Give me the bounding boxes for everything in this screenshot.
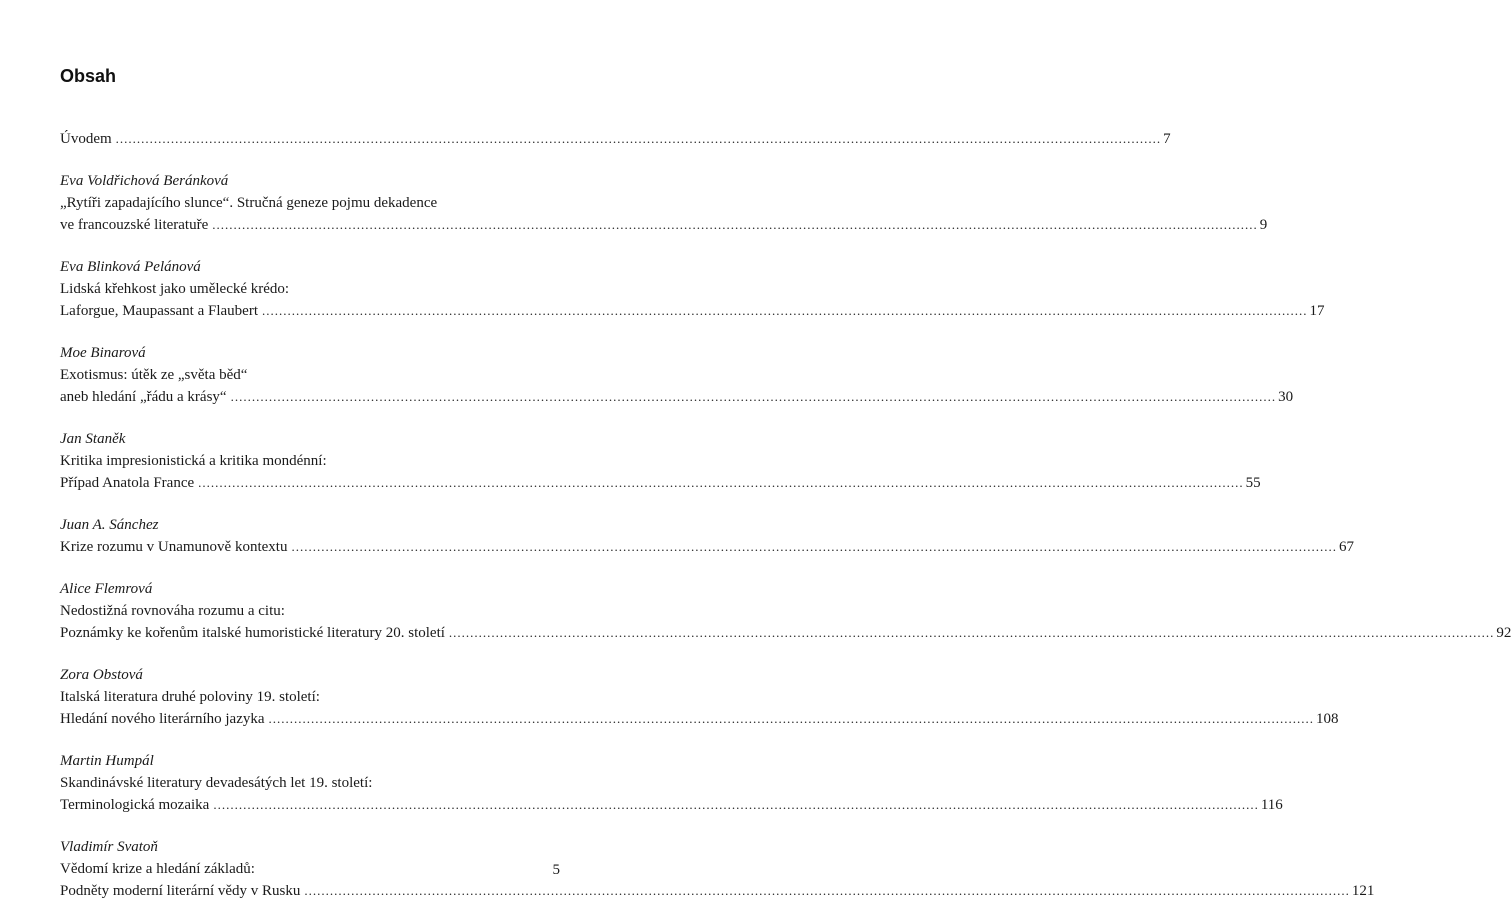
toc-entry-title: Úvodem — [60, 131, 112, 147]
toc-page-number: 17 — [1309, 303, 1325, 319]
toc-entry-author: Juan A. Sánchez — [60, 517, 159, 533]
dot-leader: ...................................................................................................................................................................................................................................................... — [230, 389, 1277, 404]
toc-entry-row[interactable] — [60, 794, 1283, 816]
toc-entry-title: Krize rozumu v Unamunově kontextu — [60, 539, 288, 555]
toc-entry-title: Případ Anatola France — [60, 475, 195, 491]
toc-page-number: 30 — [1278, 389, 1294, 405]
toc-entry-author: Zora Obstová — [60, 667, 143, 683]
dot-leader: ...................................................................................................................................................................................................................................................... — [304, 883, 1350, 898]
toc-entry-row[interactable] — [60, 214, 1268, 236]
toc-entry-title: Podněty moderní literární vědy v Rusku — [60, 883, 301, 899]
dot-leader: ...................................................................................................................................................................................................................................................... — [115, 131, 1162, 146]
toc-page-number: 55 — [1245, 475, 1261, 491]
dot-leader: ...................................................................................................................................................................................................................................................... — [291, 539, 1337, 554]
dot-leader: ...................................................................................................................................................................................................................................................... — [213, 797, 1259, 812]
toc-entry-title-line: Vědomí krize a hledání základů: — [60, 861, 255, 877]
dot-leader: ...................................................................................................................................................................................................................................................... — [198, 475, 1244, 490]
toc-entry — [60, 428, 1261, 494]
toc-entry-row[interactable] — [60, 386, 1294, 408]
toc-entry-title: aneb hledání „řádu a krásy“ — [60, 389, 227, 405]
page-title: Obsah — [60, 66, 117, 86]
toc-entry — [60, 750, 1283, 816]
toc-page-number: 67 — [1338, 539, 1354, 555]
toc-entry-row[interactable] — [60, 622, 1511, 644]
toc-entry-title-line: Italská literatura druhé poloviny 19. století: — [60, 689, 320, 705]
toc-entry-row[interactable] — [60, 472, 1261, 494]
toc-entry — [60, 578, 1511, 644]
toc-entry-title-line: „Rytíři zapadajícího slunce“. Stručná geneze pojmu dekadence — [60, 195, 438, 211]
toc-entry — [60, 664, 1339, 730]
toc-entry-title-line: Nedostižná rovnováha rozumu a citu: — [60, 603, 285, 619]
dot-leader: ...................................................................................................................................................................................................................................................... — [448, 625, 1495, 640]
toc-page-number: 121 — [1351, 883, 1375, 899]
toc-entry-title-line: Kritika impresionistická a kritika mondénní: — [60, 453, 327, 469]
toc-page-number: 108 — [1316, 711, 1339, 727]
toc-page-number: 9 — [1259, 217, 1268, 233]
dot-leader: ...................................................................................................................................................................................................................................................... — [262, 303, 1308, 318]
toc-entry — [60, 170, 1268, 236]
toc-entry-title-line: Lidská křehkost jako umělecké krédo: — [60, 281, 290, 297]
toc-entry-row[interactable] — [60, 300, 1325, 322]
toc-entry-row[interactable] — [60, 128, 1171, 150]
toc-entry — [60, 128, 1171, 150]
toc-entry — [60, 256, 1325, 322]
toc-entry-row[interactable] — [60, 708, 1339, 730]
dot-leader: ...................................................................................................................................................................................................................................................... — [212, 217, 1258, 232]
toc-page-number: 116 — [1260, 797, 1283, 813]
toc-entry-title: Laforgue, Maupassant a Flaubert — [60, 303, 258, 319]
toc-entry-row[interactable] — [60, 880, 1375, 902]
toc-entry-author: Eva Blinková Pelánová — [60, 259, 201, 275]
toc-entry-author: Jan Staněk — [60, 431, 126, 447]
toc-entry-title-line: Exotismus: útěk ze „světa běd“ — [60, 367, 248, 383]
toc-entry-author: Alice Flemrová — [60, 581, 153, 597]
toc-entry-row[interactable] — [60, 536, 1354, 558]
dot-leader: ...................................................................................................................................................................................................................................................... — [268, 711, 1315, 726]
toc-page-number: 92 — [1496, 625, 1511, 641]
page-number: 5 — [552, 862, 560, 878]
toc-entry-title: Hledání nového literárního jazyka — [60, 711, 265, 727]
toc-entry — [60, 342, 1294, 408]
toc-entry-title-line: Skandinávské literatury devadesátých let 19. století: — [60, 775, 373, 791]
toc-entry-title: ve francouzské literatuře — [60, 217, 209, 233]
toc-page-number: 7 — [1163, 131, 1171, 147]
toc-entry-author: Vladimír Svatoň — [60, 839, 158, 855]
toc-entry-title: Terminologická mozaika — [60, 797, 210, 813]
toc-entry-title: Poznámky ke kořenům italské humoristické literatury 20. století — [60, 625, 445, 641]
toc-entry — [60, 836, 1375, 902]
toc-entry-author: Moe Binarová — [60, 345, 146, 361]
toc-entry-author: Eva Voldřichová Beránková — [60, 173, 229, 189]
toc-entry-author: Martin Humpál — [60, 753, 154, 769]
table-of-contents — [60, 128, 1511, 922]
toc-entry — [60, 514, 1354, 558]
